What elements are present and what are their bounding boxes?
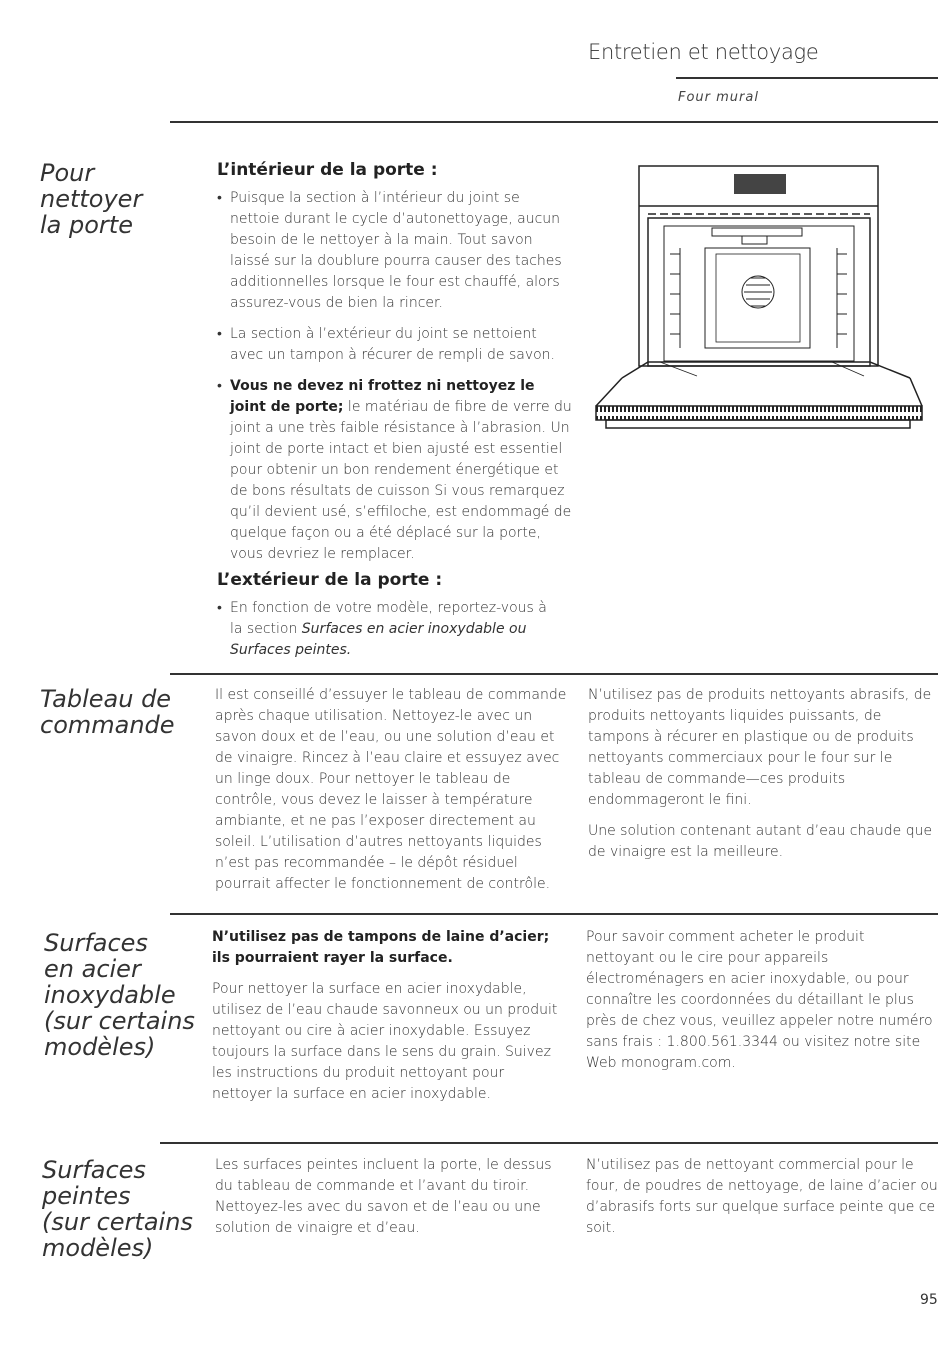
bullet-item: • Puisque la section à l’intérieur du joint se nettoie durant le cycle d’autonettoyage, aucun besoin de le nettoyer à la main. Tout savon laissé sur la doublure pourra causer des taches additionnelles lorsque le four est chauffé, alors assurez-vous de bien la rincer.	[217, 188, 572, 314]
control-panel-right-text	[588, 685, 940, 873]
page-header-title: Entretien et nettoyage	[588, 40, 819, 64]
section-title-line: commande	[40, 711, 175, 739]
section-title-line: Surfaces	[44, 929, 148, 957]
header-rule	[676, 77, 938, 79]
section-rule	[170, 913, 938, 915]
bullet-item: • La section à l’extérieur du joint se nettoient avec un tampon à récurer de rempli de savon.	[217, 324, 572, 366]
section-title-stainless	[44, 930, 195, 1060]
gasket-warning: Vous ne devez ni frottez ni nettoyez le joint de porte;	[230, 378, 535, 415]
section-title-line: peintes	[42, 1182, 131, 1210]
top-rule	[170, 121, 938, 123]
section-title-line: en acier	[44, 955, 141, 983]
exterior-door-content	[217, 598, 557, 671]
painted-instructions: Les surfaces peintes incluent la porte, le dessus du tableau de commande et l’avant du tiroir. Nettoyez-les avec du savon et de l’eau ou une solution de vinaigre et d’eau.	[215, 1157, 552, 1236]
section-title-painted	[42, 1157, 193, 1261]
control-panel-tip: Une solution contenant autant d’eau chaude que de vinaigre est la meilleure.	[588, 823, 933, 860]
section-title-line: nettoyer	[40, 185, 143, 213]
control-panel-warning: N’utilisez pas de produits nettoyants abrasifs, de produits nettoyants liquides puissants, de tampons à récurer en plastique ou de produits nettoyants commerciaux pour le four sur le tableau de commande—ces produits endommageront le fini.	[588, 687, 932, 808]
stainless-instructions: Pour nettoyer la surface en acier inoxydable, utilisez de l’eau chaude savonneux ou un produit nettoyant ou cire à acier inoxydable. Essuyez toujours la surface dans le sens du grain. Suivez les instructions du produit nettoyant pour nettoyer la surface en acier inoxydable.	[212, 981, 558, 1102]
section-title-line: inoxydable	[44, 981, 176, 1009]
page-number: 95	[920, 1292, 938, 1308]
interior-door-content	[217, 188, 572, 575]
oven-illustration	[592, 162, 938, 440]
painted-warning: N’utilisez pas de nettoyant commercial pour le four, de poudres de nettoyage, de laine d’acier ou d’abrasifs forts sur quelque surface peinte que ce soit.	[586, 1157, 938, 1236]
painted-left-text	[215, 1155, 565, 1249]
exterior-door-heading: L’extérieur de la porte :	[217, 570, 443, 590]
section-title-line: (sur certains	[42, 1208, 193, 1236]
painted-right-text	[586, 1155, 938, 1249]
gasket-text: le matériau de fibre de verre du joint a une très faible résistance à l’abrasion. Un joint de porte intact et bien ajusté est essentiel pour obtenir un bon rendement énergétique et de bons résultats de cuisson Si vous remarquez qu’il devient usé, s’effiloche, est endommagé de quelque façon ou a été déplacé sur la porte, vous devriez le remplacer.	[230, 399, 572, 562]
section-title-line: (sur certains	[44, 1007, 195, 1035]
section-title-line: Pour	[40, 159, 95, 187]
stainless-warning: N’utilisez pas de tampons de laine d’acier; ils pourraient rayer la surface.	[212, 929, 550, 966]
section-title-line: modèles)	[42, 1234, 154, 1262]
bullet-item-gasket	[217, 376, 572, 565]
page-header-subtitle: Four mural	[678, 90, 759, 105]
bullet-item	[217, 598, 557, 661]
section-title-line: Tableau de	[40, 685, 172, 713]
section-rule	[170, 673, 938, 675]
section-rule	[160, 1142, 938, 1144]
exterior-reference: Surfaces en acier inoxydable ou Surfaces peintes.	[230, 621, 527, 658]
exterior-text: En fonction de votre modèle, reportez-vous à la section	[230, 600, 547, 637]
stainless-purchase-info: Pour savoir comment acheter le produit nettoyant ou le cire pour appareils électroménagers en acier inoxydable, ou pour connaître les coordonnées du détaillant le plus près de chez vous, veuillez appeler notre numéro sans frais : 1.800.561.3344 ou visitez notre site Web monogram.com.	[586, 929, 933, 1071]
stainless-right-text	[586, 927, 936, 1084]
interior-door-heading: L’intérieur de la porte :	[217, 160, 438, 180]
control-panel-paragraph: Il est conseillé d’essuyer le tableau de commande après chaque utilisation. Nettoyez-le avec un savon doux et de l’eau, ou une solution d’eau et de vinaigre. Rincez à l’eau claire et essuyez avec un linge doux. Pour nettoyer le tableau de contrôle, vous devez le laisser à température ambiante, et ne pas l’exposer directement au soleil. L’utilisation d’autres nettoyants liquides n’est pas recommandée – le dépôt résiduel pourrait affecter le fonctionnement de contrôle.	[215, 687, 567, 892]
section-title-door	[40, 160, 142, 238]
control-panel-left-text	[215, 685, 570, 905]
section-title-line: la porte	[40, 211, 133, 239]
section-title-line: modèles)	[44, 1033, 156, 1061]
stainless-left-text	[212, 927, 560, 1115]
section-title-control-panel	[40, 686, 175, 738]
section-title-line: Surfaces	[42, 1156, 146, 1184]
